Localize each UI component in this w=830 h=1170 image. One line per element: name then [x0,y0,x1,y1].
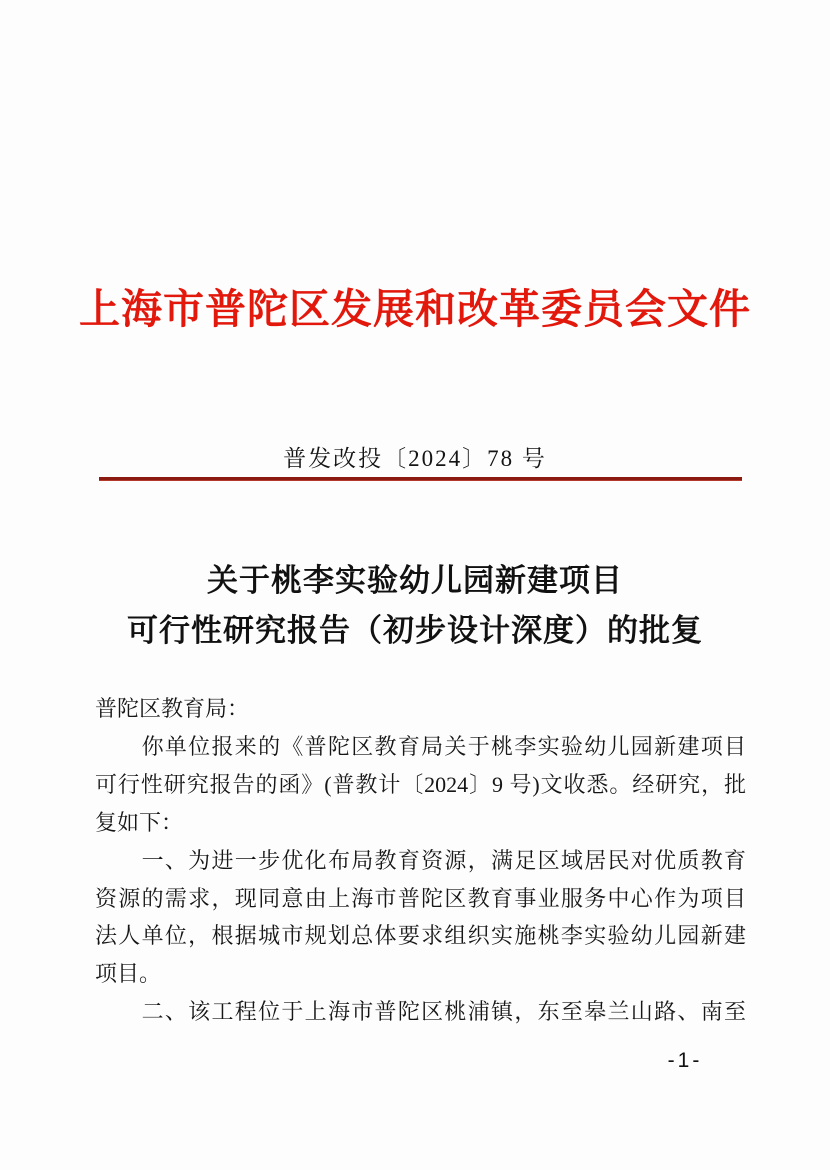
body-line: 法人单位，根据城市规划总体要求组织实施桃李实验幼儿园新建 [95,923,746,949]
document-body [95,690,746,1031]
document-title-line1: 关于桃李实验幼儿园新建项目 [207,563,623,598]
red-divider-line [99,477,742,481]
page-number: -1- [667,1049,703,1072]
body-line: 复如下： [95,809,184,835]
document-title-line2: 可行性研究报告（初步设计深度）的批复 [127,613,703,648]
red-header-agency-title: 上海市普陀区发展和改革委员会文件 [79,286,751,332]
salutation: 普陀区教育局： [95,696,250,721]
body-line: 项目。 [95,961,162,987]
document-title [0,556,830,656]
body-line: 一、为进一步优化布局教育资源，满足区域居民对优质教育 [95,847,746,873]
document-number: 普发改投〔2024〕78 号 [283,446,547,471]
body-line: 你单位报来的《普陀区教育局关于桃李实验幼儿园新建项目 [95,733,746,759]
body-line: 资源的需求，现同意由上海市普陀区教育事业服务中心作为项目 [95,885,746,911]
body-line: 二、该工程位于上海市普陀区桃浦镇，东至皋兰山路、南至 [95,999,746,1025]
body-line: 可行性研究报告的函》(普教计〔2024〕9 号)文收悉。经研究，批 [95,771,746,797]
